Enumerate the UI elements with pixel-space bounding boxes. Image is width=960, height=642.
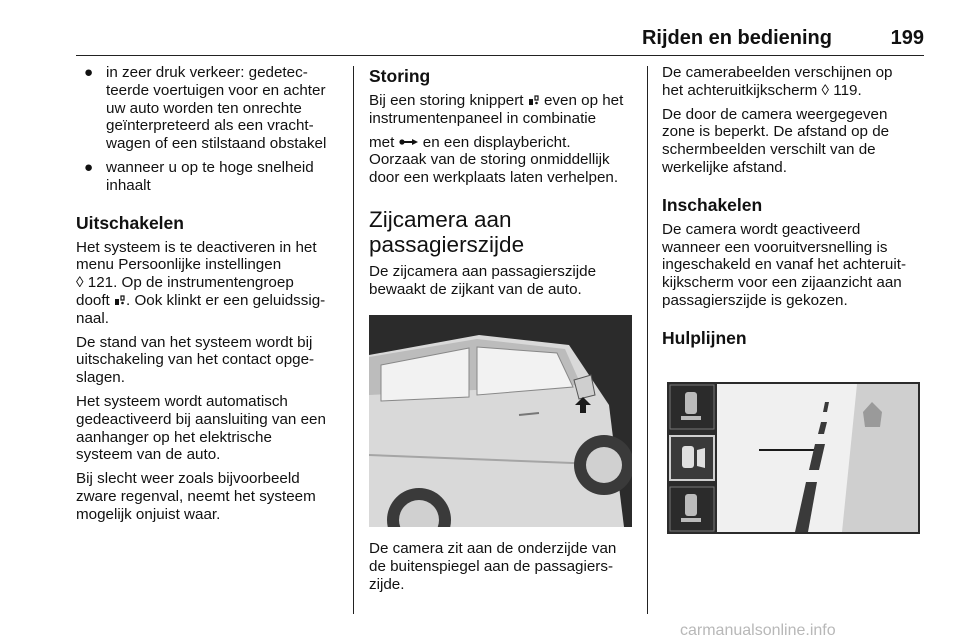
text-line: in zeer druk verkeer: gedetec- [106,64,308,81]
text-fragment: Bij een storing knippert [369,92,524,109]
text-line: mogelijk onjuist waar. [76,505,221,523]
text-line: instrumentenpaneel in combinatie [369,109,597,127]
column-3 [662,64,924,354]
paragraph [662,106,924,177]
text-line: zware regenval, neemt het systeem [76,487,316,505]
text-fragment: het achteruitkijkscherm [662,81,818,99]
heading-hulplijnen: Hulplijnen [662,327,747,348]
text-line: kijkscherm voor een zijaanzicht aan [662,274,902,292]
text-line: teerde voertuigen voor en achter [106,81,326,99]
text-line: wanneer een vooruitversnelling is [662,238,888,256]
text-fragment: dooft [76,291,110,309]
paragraph [369,263,635,299]
text-line: bewaakt de zijkant van de auto. [369,280,582,298]
heading-uitschakelen: Uitschakelen [76,212,184,233]
paragraph [369,92,635,187]
text-line: Het systeem wordt automatisch [76,392,288,410]
text-line [76,274,342,292]
heading-inschakelen: Inschakelen [662,194,763,215]
page-ref-arrow-icon[interactable]: ◊ [821,81,830,99]
text-line: passagierszijde is gekozen. [662,291,848,309]
text-line: Het systeem is te deactiveren in het [76,238,317,256]
text-line: inhaalt [106,176,151,194]
side-camera-warning-icon [528,94,540,106]
page-ref-text: 121. Op de instrumentengroep [87,274,294,292]
wrench-service-icon [399,136,419,148]
paragraph [76,239,342,328]
text-line: de buitenspiegel aan de passagiers- [369,557,614,575]
column-1 [76,64,342,530]
text-line: De camera wordt geactiveerd [662,220,861,238]
camera-guidelines-display-illustration [667,382,920,534]
paragraph [662,64,924,100]
text-line [662,82,924,100]
text-line: De stand van het systeem wordt bij [76,333,313,351]
text-line [369,134,635,152]
paragraph [76,470,342,523]
column-divider [353,66,354,614]
text-line: geïnterpreteerd als een vracht- [106,117,314,135]
text-line: wagen of een stilstaand obstakel [106,135,327,153]
side-camera-warning-icon [114,294,126,306]
column-2 [369,64,635,593]
heading-storing: Storing [369,66,431,86]
bullet-dot: ● [84,64,94,81]
text-line: door een werkplaats laten verhelpen. [369,169,619,187]
text-line: uw auto worden ten onrechte [106,99,302,117]
text-line: naal. [76,309,109,327]
section-title [369,207,635,257]
page-ref-text: 119. [833,81,862,99]
bullet-item [76,64,342,153]
text-line: De camera zit aan de onderzijde van [369,540,617,557]
text-line: Bij slecht weer zoals bijvoorbeeld [76,470,300,488]
text-line: passagierszijde [369,231,525,257]
text-line: menu Persoonlijke instellingen [76,256,282,274]
text-line: gedeactiveerd bij aansluiting van een [76,410,326,428]
text-fragment: even op het [543,92,624,109]
bullet-item [76,159,342,195]
text-line: Oorzaak van de storing onmiddellijk [369,151,610,169]
paragraph [662,221,924,310]
text-line: systeem van de auto. [76,446,221,464]
page-number: 199 [890,27,924,49]
page-ref-arrow-icon[interactable]: ◊ [76,274,84,292]
header-rule [76,55,924,56]
text-line [76,292,342,310]
text-fragment: met [369,133,395,151]
text-line: zijde. [369,575,405,593]
text-line: De zijcamera aan passagierszijde [369,262,597,280]
text-fragment: . Ook klinkt er een geluidssig- [126,291,326,309]
text-line: De door de camera weergegeven [662,105,888,123]
text-line: uitschakeling van het contact opge- [76,351,315,369]
bullet-dot: ● [84,158,94,176]
car-side-camera-illustration [369,315,632,527]
text-line: wanneer u op te hoge snelheid [106,158,314,176]
text-line: werkelijke afstand. [662,158,787,176]
text-line [369,92,635,110]
text-line: aanhanger op het elektrische [76,428,272,446]
column-divider [647,66,648,614]
paragraph [76,393,342,464]
watermark: carmanualsonline.info [680,622,836,639]
text-line: ingeschakeld en vanaf het achteruit- [662,256,907,274]
text-fragment: en een displaybericht. [422,133,571,151]
text-line: Zijcamera aan [369,206,512,232]
text-line: slagen. [76,369,125,387]
header-title: Rijden en bediening [641,27,832,49]
text-line: De camerabeelden verschijnen op [662,64,893,81]
figure-caption [369,540,639,593]
text-line: zone is beperkt. De afstand op de [662,123,890,141]
text-line: schermbeelden verschilt van de [662,141,876,159]
paragraph [76,334,342,387]
